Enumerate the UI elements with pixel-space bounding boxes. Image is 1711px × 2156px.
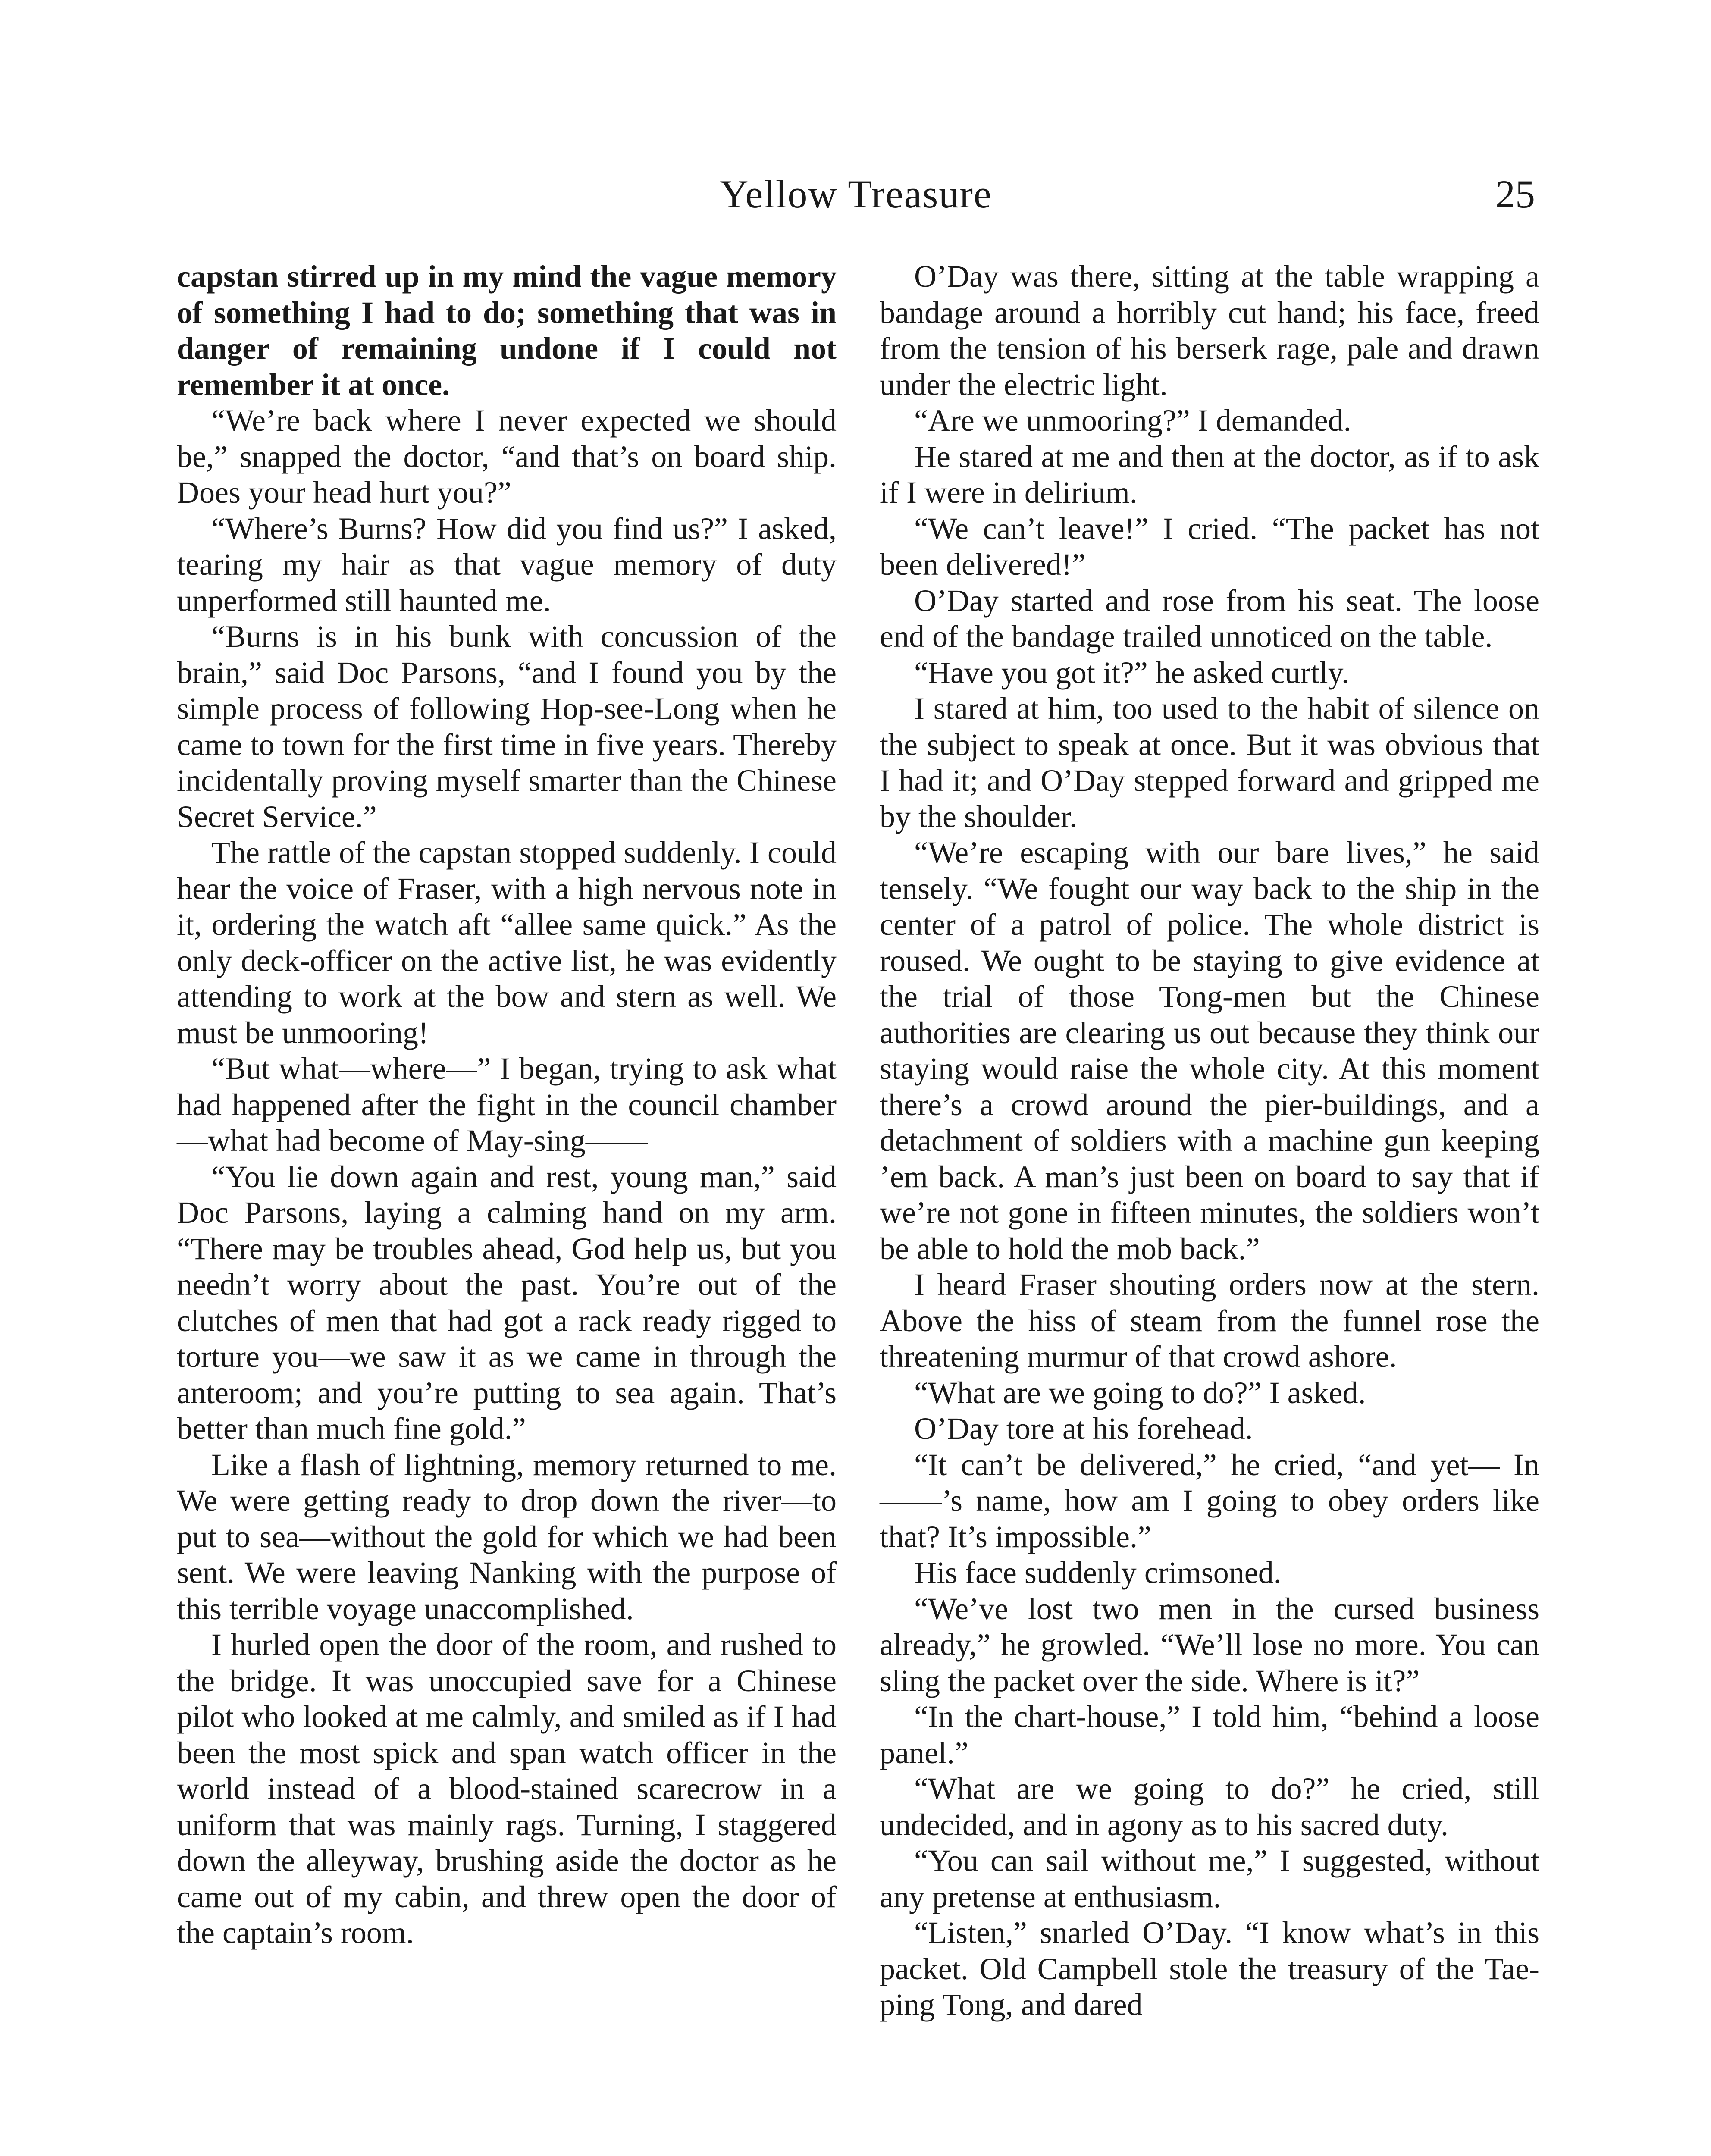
paragraph: I heard Fraser shouting orders now at the stern. Above the hiss of steam from the funnel rose the threatening murmur of that crowd ashore. bbox=[880, 1267, 1539, 1374]
paragraph: “You can sail without me,” I suggested, without any pretense at enthusiasm. bbox=[880, 1843, 1539, 1914]
paragraph: “In the chart-house,” I told him, “behind a loose panel.” bbox=[880, 1699, 1539, 1770]
paragraph: “It can’t be delivered,” he cried, “and yet— In ——’s name, how am I going to obey orders like that? It’s impossible.” bbox=[880, 1447, 1539, 1554]
paragraph: “What are we going to do?” I asked. bbox=[914, 1375, 1366, 1410]
right-column bbox=[880, 259, 1539, 2023]
paragraph: The rattle of the capstan stopped suddenly. I could hear the voice of Fraser, with a high nervous note in it, ordering the watch aft “allee same quick.” As the only deck-officer on the active list, he was evidently attending to work at the bow and stern as well. We must be unmooring! bbox=[177, 835, 837, 1050]
paragraph: His face suddenly crimsoned. bbox=[914, 1555, 1282, 1590]
paragraph: “Burns is in his bunk with concussion of the brain,” said Doc Parsons, “and I found you by the simple process of following Hop-see-Long when he came to town for the first time in five years. Thereby incidentally proving myself smarter than the Chinese Secret Service.” bbox=[177, 619, 837, 834]
paragraph: “We’re back where I never expected we should be,” snapped the doctor, “and that’s on board ship. Does your head hurt you?” bbox=[177, 403, 837, 510]
paragraph: “Are we unmooring?” I demanded. bbox=[914, 403, 1351, 438]
paragraph: I hurled open the door of the room, and rushed to the bridge. It was unoccupied save for a Chinese pilot who looked at me calmly, and smiled as if I had been the most spick and span watch officer in the world instead of a blood-stained scarecrow in a uniform that was mainly rags. Turning, I staggered down the alleyway, brushing aside the doctor as he came out of my cabin, and threw open the door of the captain’s room. bbox=[177, 1627, 837, 1950]
paragraph: O’Day started and rose from his seat. The loose end of the bandage trailed unnoticed on the table. bbox=[880, 583, 1539, 654]
paragraph: “Listen,” snarled O’Day. “I know what’s in this packet. Old Campbell stole the treasury of the Tae-ping Tong, and dared bbox=[880, 1915, 1539, 2022]
paragraph: I stared at him, too used to the habit of silence on the subject to speak at once. But it was obvious that I had it; and O’Day stepped forward and gripped me by the shoulder. bbox=[880, 691, 1539, 834]
paragraph: “We’re escaping with our bare lives,” he said tensely. “We fought our way back to the ship in the center of a patrol of police. The whole district is roused. We ought to be staying to give evidence at the trial of those Tong-men but the Chinese authorities are clearing us out because they think our staying would raise the whole city. At this moment there’s a crowd around the pier-buildings, and a detachment of soldiers with a machine gun keeping ’em back. A man’s just been on board to say that if we’re not gone in fifteen minutes, the soldiers won’t be able to hold the mob back.” bbox=[880, 835, 1539, 1266]
paragraph: “We’ve lost two men in the cursed business already,” he growled. “We’ll lose no more. You can sling the packet over the side. Where is it?” bbox=[880, 1591, 1539, 1698]
paragraph: O’Day was there, sitting at the table wrapping a bandage around a horribly cut hand; his face, freed from the tension of his berserk rage, pale and drawn under the electric light. bbox=[880, 259, 1539, 402]
paragraph: “What are we going to do?” he cried, still undecided, and in agony as to his sacred duty. bbox=[880, 1771, 1539, 1842]
paragraph: “Have you got it?” he asked curtly. bbox=[914, 655, 1349, 690]
running-head: Yellow Treasure bbox=[720, 172, 992, 216]
paragraph: “We can’t leave!” I cried. “The packet has not been delivered!” bbox=[880, 511, 1539, 582]
left-column bbox=[177, 259, 837, 1951]
paragraph: He stared at me and then at the doctor, as if to ask if I were in delirium. bbox=[880, 439, 1539, 510]
paragraph: O’Day tore at his forehead. bbox=[914, 1411, 1253, 1446]
paragraph: capstan stirred up in my mind the vague memory of something I had to do; something that was in danger of remaining undone if I could not remember it at once. bbox=[177, 259, 837, 402]
page-number: 25 bbox=[1495, 172, 1535, 216]
page-header bbox=[177, 168, 1535, 220]
paragraph: Like a flash of lightning, memory returned to me. We were getting ready to drop down the river—to put to sea—without the gold for which we had been sent. We were leaving Nanking with the purpose of this terrible voyage unaccomplished. bbox=[177, 1447, 837, 1626]
paragraph: “You lie down again and rest, young man,” said Doc Parsons, laying a calming hand on my arm. “There may be troubles ahead, God help us, but you needn’t worry about the past. You’re out of the clutches of men that had got a rack ready rigged to torture you—we saw it as we came in through the anteroom; and you’re putting to sea again. That’s better than much fine gold.” bbox=[177, 1159, 837, 1446]
paragraph: “But what—where—” I began, trying to ask what had happened after the fight in the council chamber—what had become of May-sing—— bbox=[177, 1051, 837, 1158]
paragraph: “Where’s Burns? How did you find us?” I asked, tearing my hair as that vague memory of duty unperformed still haunted me. bbox=[177, 511, 837, 618]
